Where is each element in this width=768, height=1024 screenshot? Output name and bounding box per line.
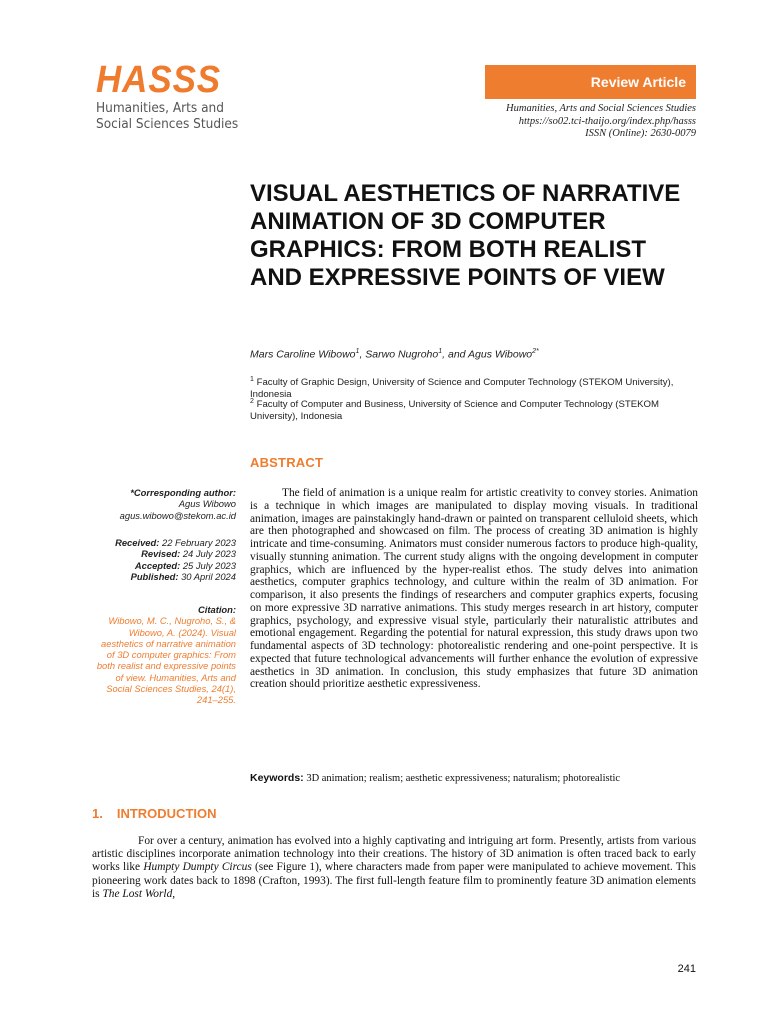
affiliation-2: [250, 396, 700, 422]
date-published: Published: 30 April 2024: [130, 570, 236, 582]
affiliation-1-text: Faculty of Graphic Design, University of Science and Computer Technology (STEKOM University), Indonesia: [250, 377, 674, 400]
keywords-label: Keywords:: [250, 772, 304, 784]
journal-issn: ISSN (Online): 2630-0079: [585, 128, 696, 139]
page-number: 241: [677, 963, 696, 975]
logo-mark: HASSS: [96, 59, 222, 101]
article-type-badge: Review Article: [485, 65, 696, 99]
affiliation-1-sup: 1: [250, 376, 254, 383]
author-3-sup: 2*: [532, 348, 539, 355]
corresponding-label: *Corresponding author:: [130, 487, 236, 498]
corresponding-author: [96, 487, 236, 521]
abstract-heading: ABSTRACT: [250, 455, 324, 470]
author-2-sup: 1: [438, 348, 443, 355]
date-received: Received: 22 February 2023: [115, 537, 236, 548]
author-2: , Sarwo Nugroho: [359, 348, 439, 361]
work-title-humpty-dumpty: Humpty Dumpty Circus: [143, 861, 252, 874]
logo-line-1: Humanities, Arts and: [96, 100, 224, 116]
section-number: 1.: [92, 806, 103, 821]
author-1: Mars Caroline Wibowo: [250, 348, 356, 361]
logo-text: [96, 100, 256, 132]
citation-text[interactable]: Wibowo, M. C., Nugroho, S., & Wibowo, A. (2024). Visual aesthetics of narrative animation of 3D computer graphics: From both realist and expressive points of view. Humanities, Arts and Social Sciences Studies, 24(1), 241–255.: [96, 615, 236, 706]
corresponding-email[interactable]: agus.wibowo@stekom.ac.id: [119, 509, 236, 521]
section-title: INTRODUCTION: [116, 806, 217, 821]
article-dates: [96, 537, 236, 582]
journal-name: Humanities, Arts and Social Sciences Studies: [506, 103, 696, 114]
keywords-text: 3D animation; realism; aesthetic expressiveness; naturalism; photorealistic: [303, 773, 621, 784]
corresponding-name: Agus Wibowo: [178, 498, 236, 510]
author-3: , and Agus Wibowo: [442, 348, 533, 361]
journal-logo: [96, 59, 256, 132]
author-1-sup: 1: [355, 348, 360, 355]
paper-title: VISUAL AESTHETICS OF NARRATIVE ANIMATION OF 3D COMPUTER GRAPHICS: FROM BOTH REALIST AND EXPRESSIVE POINTS OF VIEW: [250, 180, 681, 291]
affiliation-2-text: Faculty of Computer and Business, University of Science and Computer Technology (STEKOM University), Indonesia: [250, 399, 659, 422]
work-title-lost-world: The Lost World,: [102, 887, 176, 900]
author-list: [250, 348, 539, 361]
keywords: [250, 772, 620, 784]
journal-url[interactable]: https://so02.tci-thaijo.org/index.php/hasss: [518, 115, 696, 127]
affiliation-2-sup: 2: [250, 398, 254, 405]
citation-label: Citation:: [197, 604, 236, 615]
date-revised: Revised: 24 July 2023: [141, 548, 236, 560]
abstract-text: The field of animation is a unique realm for artistic creativity to convey stories. Animation is a technique in which images are manipulated to display moving visuals. In traditional animation, images are painstakingly hand-drawn or painted on transparent celluloid sheets, which are then photographed and showcased on film. The process of creating 3D animation is highly intricate and time-consuming. Animators must consider numerous factors to produce high-quality, visually stunning animation. The current study aligns with the ongoing development in computer graphics, which are influenced by the hyper-realist ethos. The study delves into animation aesthetics, computer graphics technology, and culture within the realm of 3D animation. For comparison, it also presents the findings of researchers and computer graphics experts, focusing on more expressive 3D narrative animations. This study merges research in art history, computer graphics, psychology, and expressive visual style, particularly their naturalistic attributes and emotional engagement. Regarding the potential for natural expression, this study draws upon two fundamental aspects of 3D technology: photorealistic rendering and one-point perspective. It is expected that future technological advancements will further enhance the evolution of expressive aesthetics in 3D animation. In conclusion, this study emphasizes that future 3D animation creation should prioritize aesthetic expressiveness.: [250, 487, 698, 691]
date-accepted: Accepted: 25 July 2023: [134, 559, 236, 571]
journal-info: [506, 103, 696, 141]
logo-line-2: Social Sciences Studies: [96, 116, 239, 132]
introduction-heading: [92, 806, 217, 821]
introduction-paragraph: For over a century, animation has evolved into a highly captivating and intriguing art form. Presently, artists from various artistic disciplines incorporate animation technology into their creations. The history of 3D animation is often traced back to early works like Humpty Dumpty Circus (see Figure 1), where characters made from paper were manipulated to achieve movement. This pioneering work dates back to 1898 (Crafton, 1993). The first full-length feature film to prominently feature 3D animation elements is The Lost World,: [92, 835, 696, 900]
citation-block: [96, 604, 236, 706]
